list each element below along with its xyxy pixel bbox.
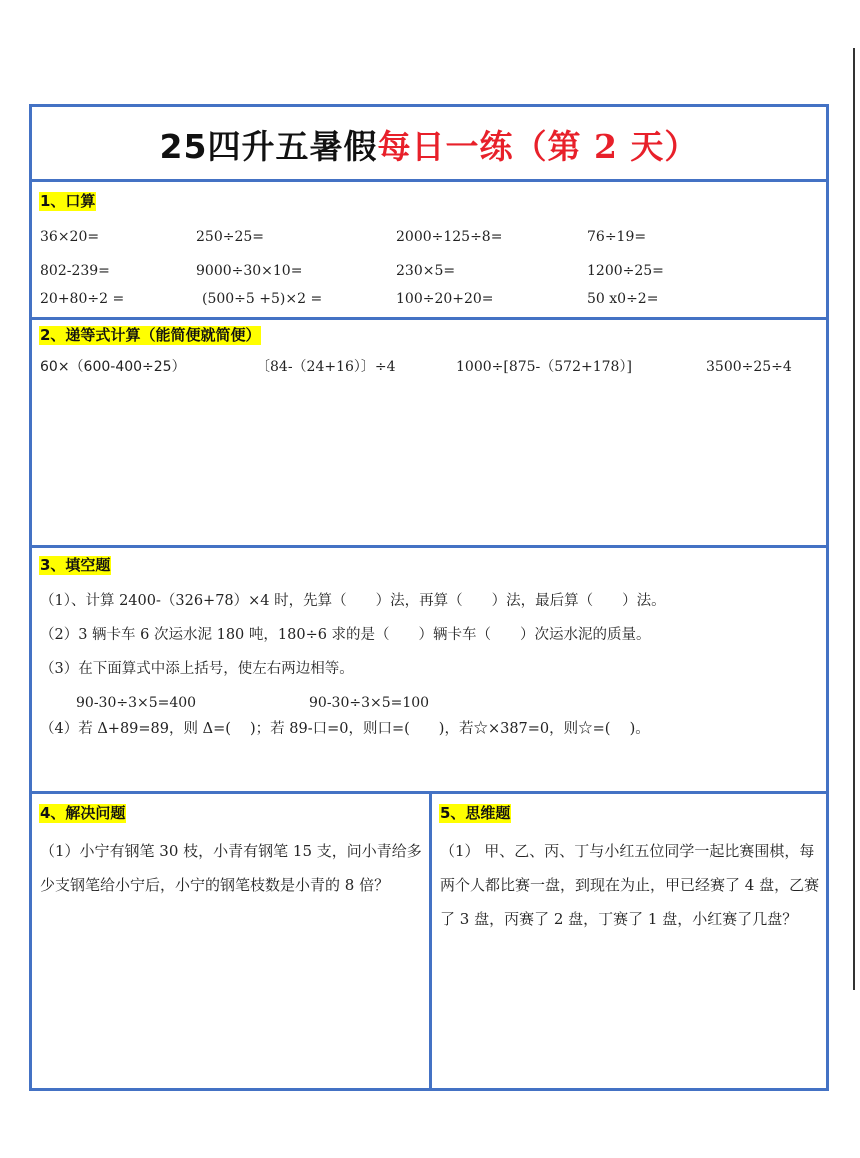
problem: 3500÷25÷4 [706,359,792,375]
section-oral-calc [32,182,826,320]
section-heading: 2、递等式计算（能简便就简便） [40,326,261,344]
problem: (500÷5 +5)×2 = [202,291,323,307]
worksheet [29,104,829,1091]
problem: 76÷19= [587,229,647,245]
problem: 100÷20+20= [396,291,494,307]
problem: 20+80÷2 = [40,291,125,307]
section-stepwise-calc [32,320,826,548]
question-1: （1）、计算 2400-（326+78）×4 时，先算（ ）法，再算（ ）法，最后算（ ）法。 [40,593,666,609]
worksheet-title [32,121,826,168]
section-heading: 4、解决问题 [40,804,126,822]
problem: 230×5= [396,263,456,279]
question-2: （2）3 辆卡车 6 次运水泥 180 吨，180÷6 求的是（ ）辆卡车（ ）次运水泥的质量。 [40,627,651,643]
equation-1: 90-30÷3×5=400 [76,695,197,711]
question-4: （4）若 Δ+89=89，则 Δ=( )；若 89-口=0，则口=( )，若☆×387=0，则☆=( )。 [40,721,650,737]
problem: 802-239= [40,263,110,279]
section-heading: 5、思维题 [440,804,511,822]
problem-text: （1） 甲、乙、丙、丁与小红五位同学一起比赛围棋，每两个人都比赛一盘，到现在为止，甲已经赛了 4 盘，乙赛了 3 盘，丙赛了 2 盘，丁赛了 1 盘，小红赛了几盘？ [440,842,820,928]
page-edge-rule [853,48,855,990]
problem: 9000÷30×10= [196,263,303,279]
problem: 60×（600-400÷25） [40,359,186,375]
problem: 1000÷[875-（572+178）] [456,359,632,375]
problem: 〔84-（24+16）〕÷4 [256,359,396,375]
problem: 250÷25= [196,229,264,245]
title-row [32,107,826,182]
section-word-problem [32,794,429,1088]
problem: 36×20= [40,229,100,245]
section-thinking [432,794,826,1088]
section-fill-blank [32,548,826,794]
problem: 50 x0÷2= [587,291,659,307]
problem: 2000÷125÷8= [396,229,503,245]
problem: 1200÷25= [587,263,664,279]
problem-text: （1）小宁有钢笔 30 枝，小青有钢笔 15 支，问小青给多少支钢笔给小宁后，小宁的钢笔枝数是小青的 8 倍？ [40,842,422,894]
equation-2: 90-30÷3×5=100 [309,695,430,711]
question-3: （3）在下面算式中添上括号，使左右两边相等。 [40,661,354,677]
section-heading: 3、填空题 [40,556,111,574]
title-prefix: 25四升五暑假 [159,127,378,166]
section-heading: 1、口算 [40,192,96,210]
title-highlight: 每日一练（第 2 天） [377,127,699,166]
